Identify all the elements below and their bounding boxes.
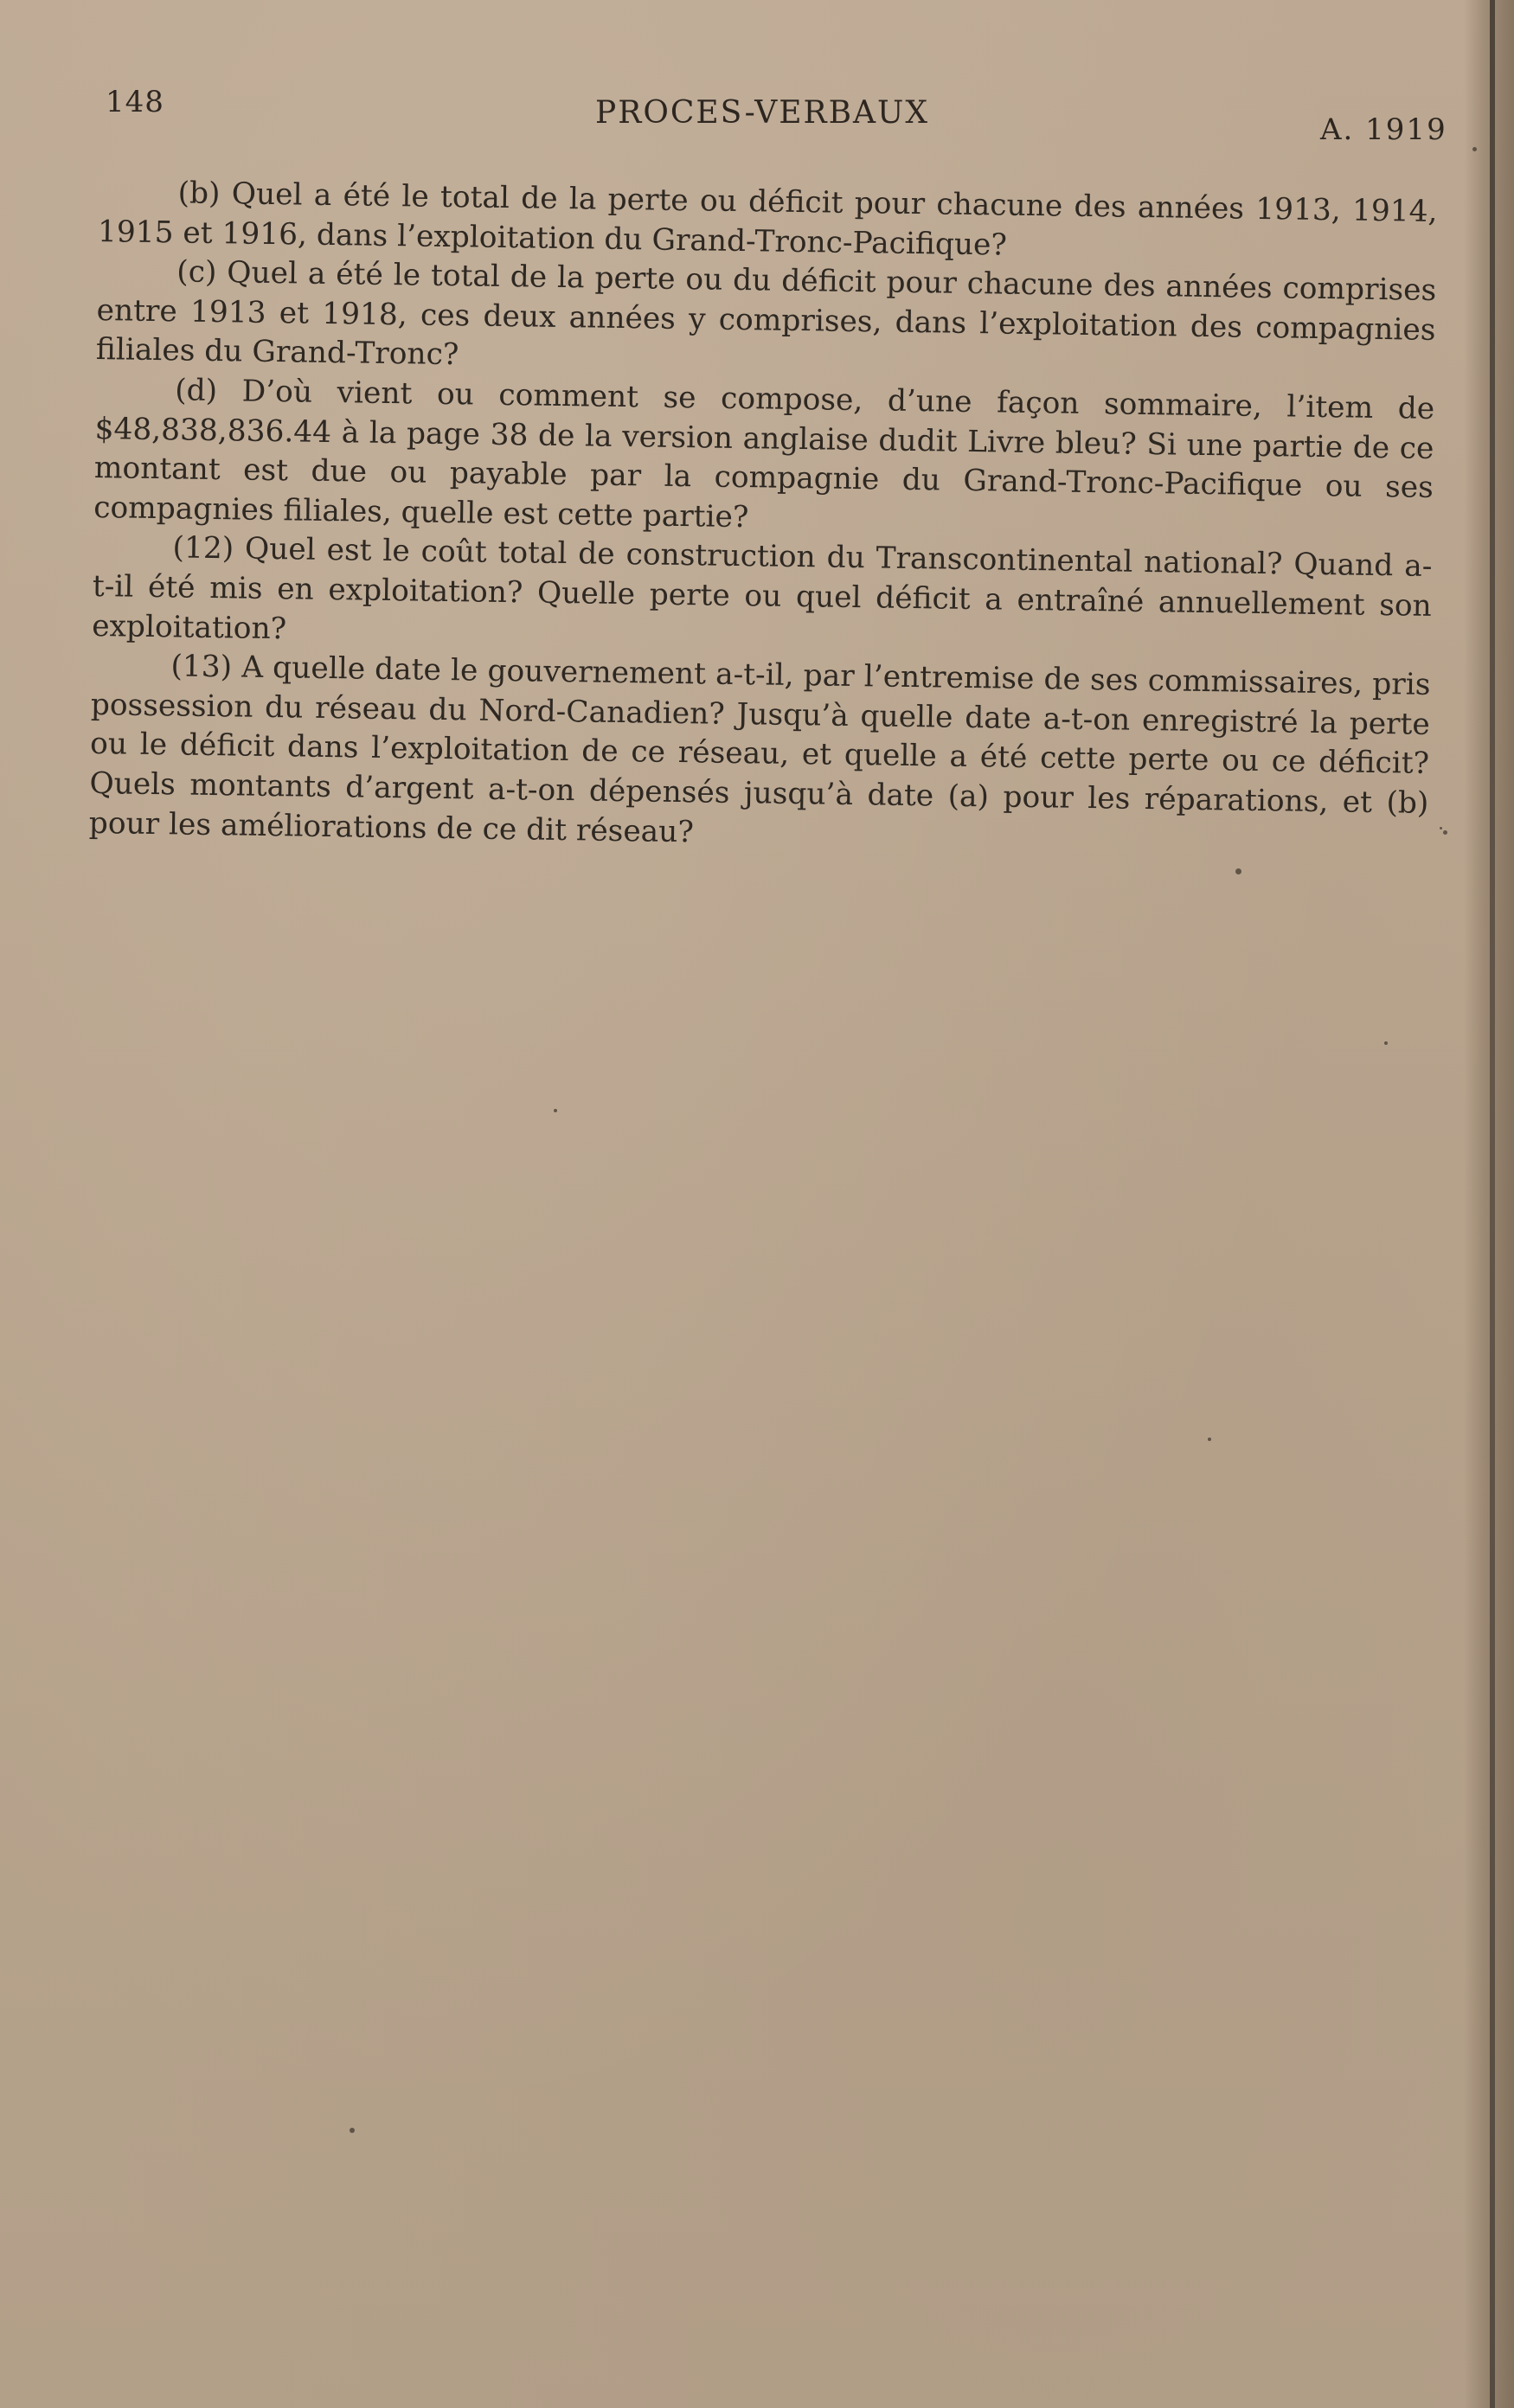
running-title: PROCES-VERBAUX <box>595 95 929 131</box>
paragraph-d: (d) D’où vient ou comment se compose, d’une façon sommaire, l’item de $48,838,836.44 à la page 38 de la version anglaise dudit Livre bleu? Si une partie de ce montant est due ou payable par la compagnie du Grand-Tronc-Pacifique ou ses compagnies filiales, quelle est cette partie? <box>93 373 1435 535</box>
paragraph-12: (12) Quel est le coût total de construction du Transcontinental national? Quand a-t-il été mis en exploitation? Quelle perte ou quel déficit a entraîné annuellement son exploitation? <box>91 530 1433 646</box>
book-spine-edge <box>1490 0 1495 2408</box>
paper-speck <box>1440 827 1442 829</box>
paper-speck <box>1384 1041 1388 1045</box>
paper-speck <box>1472 147 1477 151</box>
paper-speck <box>350 2128 355 2133</box>
paper-speck <box>1443 830 1447 835</box>
paragraph-b: (b) Quel a été le total de la perte ou déficit pour chacune des années 1913, 1914, 1915 et 1916, dans l’exploitation du Grand-Tronc-Pacifique? <box>97 176 1438 263</box>
paragraph-13: (13) A quelle date le gouvernement a-t-il, par l’entremise de ses commissaires, pris possession du réseau du Nord-Canadien? Jusqu’à quelle date a-t-on enregistré la perte ou le déficit dans l’exploitation de ce réseau, et quelle a été cette perte ou ce déficit? Quels montants d’argent a-t-on dépensés jusqu’à date (a) pour les réparations, et (b) pour les améliorations de ce dit réseau? <box>88 649 1431 849</box>
session-year: A. 1919 <box>1320 112 1447 147</box>
page-number: 148 <box>106 85 164 119</box>
book-spine-shadow <box>1464 0 1514 2408</box>
body-text <box>89 173 1438 863</box>
paper-speck <box>554 1109 557 1112</box>
paper-speck <box>1235 868 1241 874</box>
paragraph-c: (c) Quel a été le total de la perte ou du déficit pour chacune des années comprises entre 1913 et 1918, ces deux années y comprises, dans l’exploitation des compagnies filiales du Grand-Tronc? <box>95 254 1437 373</box>
page-header <box>0 0 1514 173</box>
paper-speck <box>1208 1438 1211 1441</box>
